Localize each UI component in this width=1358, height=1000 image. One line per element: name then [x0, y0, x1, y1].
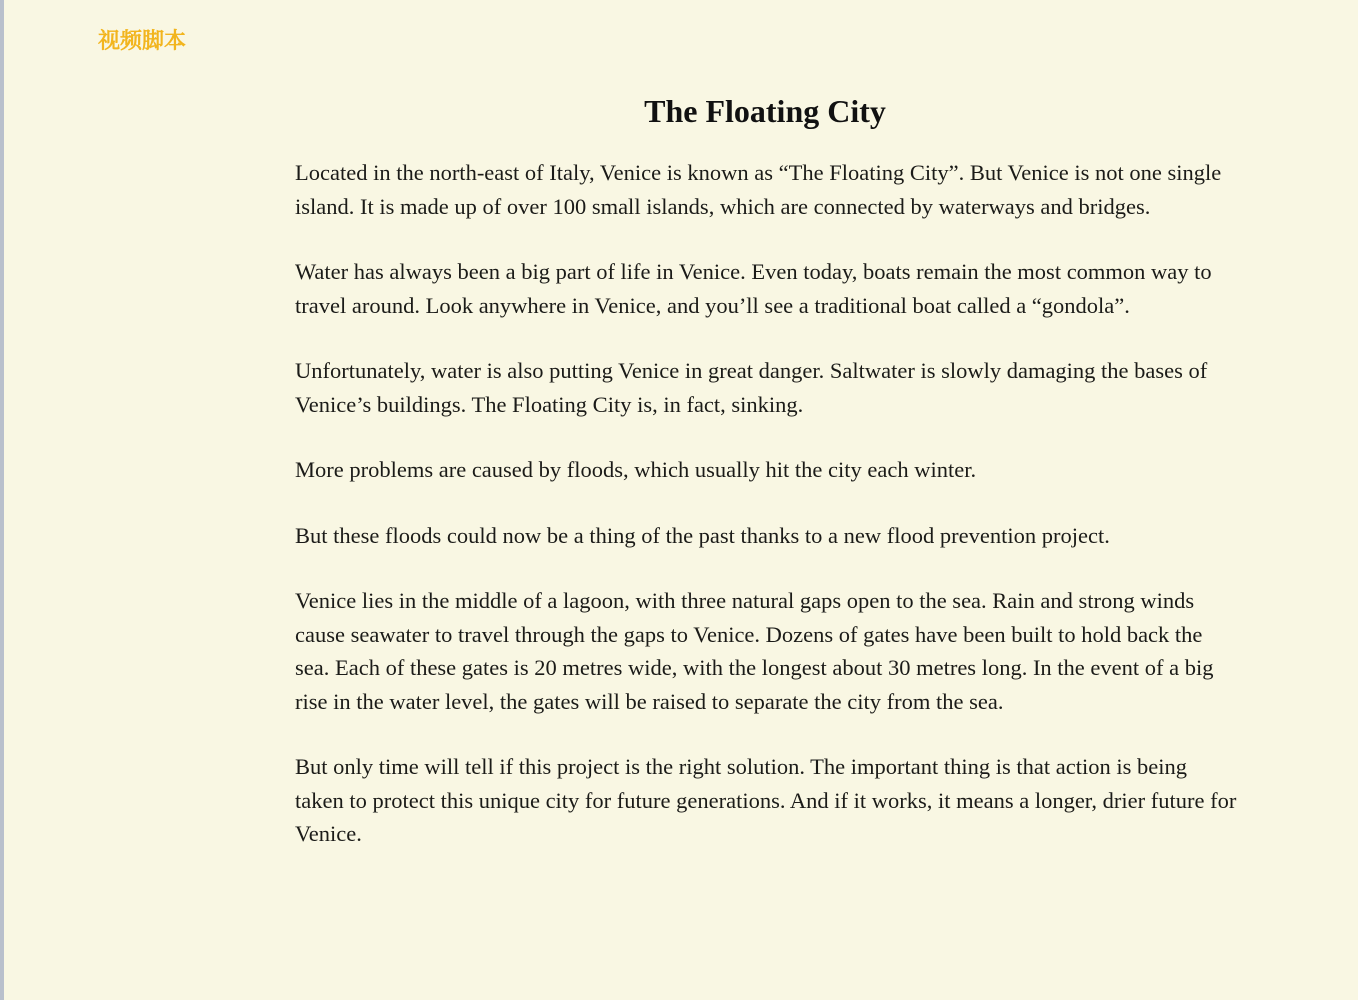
paragraph-project: But these floods could now be a thing of the past thanks to a new flood prevention project.: [295, 522, 1110, 548]
paragraph-danger: Unfortunately, water is also putting Venice in great danger. Saltwater is slowly damaging the bases of Venice’s buildings. The Floating City is, in fact, sinking.: [295, 358, 1208, 417]
paragraph-gondola: Water has always been a big part of life in Venice. Even today, boats remain the most common way to travel around. Look anywhere in Venice, and you’ll see a traditional boat called a “gondola”.: [295, 259, 1212, 318]
section-label: 视频脚本: [98, 29, 187, 54]
paragraph-lagoon: Venice lies in the middle of a lagoon, with three natural gaps open to the sea. Rain and strong winds cause seawater to travel through the gaps to Venice. Dozens of gates have been built to hold back the sea. Each of these gates is 20 metres wide, with the longest about 30 metres long. In the event of a big rise in the water level, the gates will be raised to separate the city from the sea.: [295, 588, 1214, 714]
article-title: The Floating City: [644, 93, 886, 129]
paragraph-intro: Located in the north-east of Italy, Venice is known as “The Floating City”. But Venice is not one single island. It is made up of over 100 small islands, which are connected by waterways and bridges.: [295, 160, 1222, 219]
paragraph-conclusion: But only time will tell if this project is the right solution. The important thing is that action is being taken to protect this unique city for future generations. And if it works, it means a longer, drier future for Venice.: [295, 754, 1237, 846]
paragraph-floods: More problems are caused by floods, which usually hit the city each winter.: [295, 457, 977, 482]
page-edge-shadow: [0, 0, 4, 1000]
article-body: [295, 156, 1240, 883]
